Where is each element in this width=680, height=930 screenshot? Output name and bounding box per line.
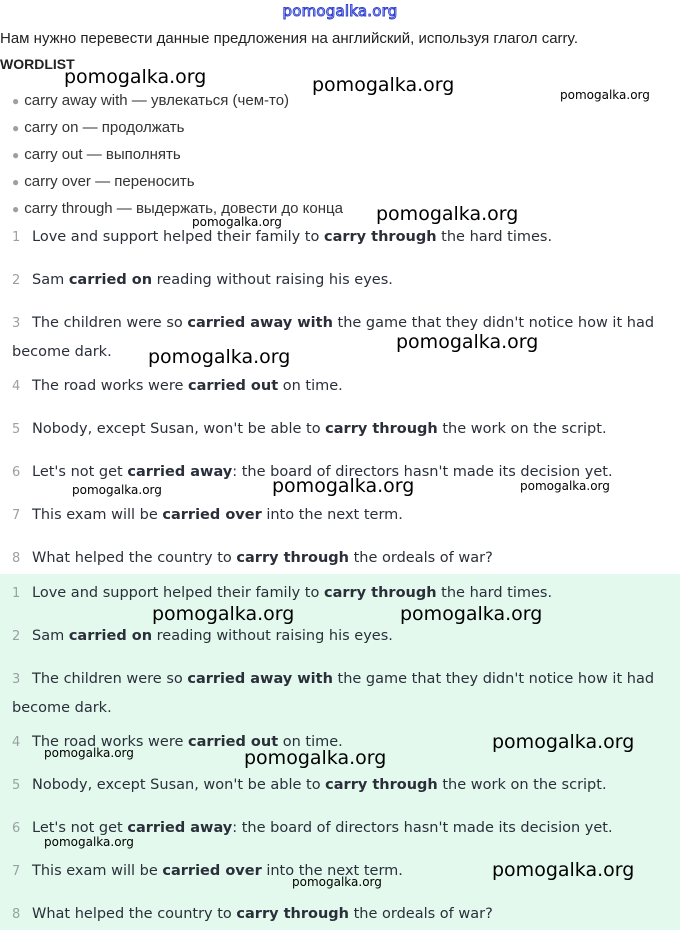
- watermark: pomogalka.org: [312, 74, 455, 96]
- answer-sentence: 4 The road works were carried out on time.: [12, 734, 343, 750]
- watermark: pomogalka.org: [396, 331, 539, 353]
- exercise-sentence: 8 What helped the country to carry through the ordeals of war?: [12, 550, 493, 566]
- wordlist-item: ● carry away with — увлекаться (чем-то): [12, 92, 290, 109]
- site-title[interactable]: pomogalka.org: [282, 2, 398, 20]
- exercise-sentence: 7 This exam will be carried over into the next term.: [12, 507, 403, 523]
- wordlist-item: ● carry through — выдержать, довести до конца: [12, 200, 343, 217]
- watermark: pomogalka.org: [44, 746, 134, 760]
- wordlist-item: ● carry out — выполнять: [12, 146, 181, 163]
- exercise-sentence: 1 Love and support helped their family to carry through the hard times.: [12, 229, 553, 245]
- watermark: pomogalka.org: [244, 747, 387, 769]
- watermark: pomogalka.org: [492, 731, 635, 753]
- watermark: pomogalka.org: [44, 835, 134, 849]
- intro-text: Нам нужно перевести данные предложения на английский, используя глагол carry.: [0, 30, 579, 47]
- bullet-icon: ●: [12, 121, 20, 135]
- watermark: pomogalka.org: [292, 875, 382, 889]
- wordlist-heading: WORDLIST: [0, 56, 75, 72]
- bullet-icon: ●: [12, 175, 20, 189]
- answer-sentence: 6 Let's not get carried away: the board of directors hasn't made its decision yet.: [12, 820, 613, 836]
- bullet-icon: ●: [12, 148, 20, 162]
- watermark: pomogalka.org: [148, 346, 291, 368]
- answer-sentence: 1 Love and support helped their family to carry through the hard times.: [12, 585, 553, 601]
- exercise-sentence: 2 Sam carried on reading without raising his eyes.: [12, 272, 393, 288]
- bullet-icon: ●: [12, 94, 20, 108]
- watermark: pomogalka.org: [64, 66, 207, 88]
- answer-sentence: 5 Nobody, except Susan, won't be able to carry through the work on the script.: [12, 777, 607, 793]
- exercise-sentence: 6 Let's not get carried away: the board of directors hasn't made its decision yet.: [12, 464, 613, 480]
- watermark: pomogalka.org: [520, 479, 610, 493]
- watermark: pomogalka.org: [72, 483, 162, 497]
- answer-sentence: 7 This exam will be carried over into the next term.: [12, 863, 403, 879]
- answer-sentence: 3 The children were so carried away with the game that they didn't notice how it had become dark.: [12, 671, 655, 716]
- bullet-icon: ●: [12, 202, 20, 216]
- answer-sentence: 8 What helped the country to carry through the ordeals of war?: [12, 906, 493, 922]
- watermark: pomogalka.org: [272, 475, 415, 497]
- watermark: pomogalka.org: [152, 603, 295, 625]
- watermark: pomogalka.org: [192, 215, 282, 229]
- exercise-sentence: 4 The road works were carried out on time.: [12, 378, 343, 394]
- watermark: pomogalka.org: [492, 859, 635, 881]
- answer-sentence: 2 Sam carried on reading without raising his eyes.: [12, 628, 393, 644]
- wordlist-item: ● carry on — продолжать: [12, 119, 185, 136]
- watermark: pomogalka.org: [400, 603, 543, 625]
- exercise-sentence: 5 Nobody, except Susan, won't be able to carry through the work on the script.: [12, 421, 607, 437]
- watermark: pomogalka.org: [560, 88, 650, 102]
- wordlist-item: ● carry over — переносить: [12, 173, 195, 190]
- exercise-sentence: 3 The children were so carried away with the game that they didn't notice how it had become dark.: [12, 315, 655, 360]
- watermark: pomogalka.org: [376, 203, 519, 225]
